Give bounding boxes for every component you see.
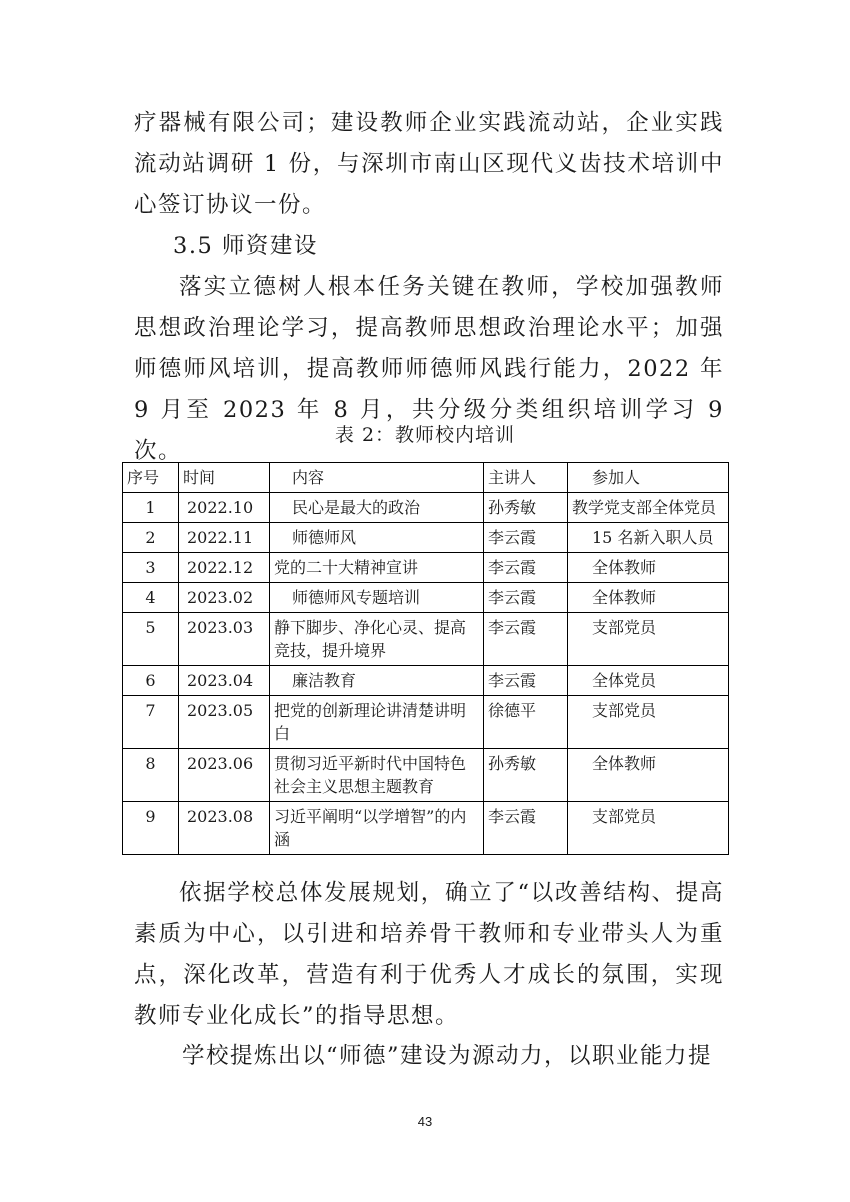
cell-no: 9 xyxy=(123,802,179,855)
table-row xyxy=(123,613,729,666)
cell-attendees: 全体教师 xyxy=(568,583,729,613)
cell-date: 2023.08 xyxy=(179,802,270,855)
cell-attendees: 全体党员 xyxy=(568,666,729,696)
table-row xyxy=(123,749,729,802)
table-row xyxy=(123,553,729,583)
cell-attendees: 全体教师 xyxy=(568,749,729,802)
table-row xyxy=(123,696,729,749)
cell-no: 6 xyxy=(123,666,179,696)
cell-speaker: 李云霞 xyxy=(484,553,568,583)
cell-attendees: 教学党支部全体党员 xyxy=(568,493,729,523)
cell-no: 3 xyxy=(123,553,179,583)
paragraph-guiding-ideology: 依据学校总体发展规划，确立了“以改善结构、提高素质为中心，以引进和培养骨干教师和专业带头人为重点，深化改革，营造有利于优秀人才成长的氛围，实现教师专业化成长”的指导思想。 xyxy=(134,880,724,1029)
cell-attendees: 支部党员 xyxy=(568,696,729,749)
cell-no: 7 xyxy=(123,696,179,749)
cell-speaker: 李云霞 xyxy=(484,523,568,553)
cell-content: 师德师风 xyxy=(270,523,484,553)
cell-content: 廉洁教育 xyxy=(270,666,484,696)
table-header-row xyxy=(123,463,729,493)
cell-date: 2023.04 xyxy=(179,666,270,696)
cell-no: 5 xyxy=(123,613,179,666)
cell-speaker: 李云霞 xyxy=(484,613,568,666)
table-row xyxy=(123,523,729,553)
cell-date: 2022.11 xyxy=(179,523,270,553)
cell-content: 民心是最大的政治 xyxy=(270,493,484,523)
paragraph-ethics-driving-force: 学校提炼出以“师德”建设为源动力，以职业能力提 xyxy=(182,1043,713,1069)
page-number: 43 xyxy=(417,1114,433,1129)
cell-date: 2023.06 xyxy=(179,749,270,802)
cell-speaker: 孙秀敏 xyxy=(484,749,568,802)
cell-content: 师德师风专题培训 xyxy=(270,583,484,613)
header-date: 时间 xyxy=(179,463,270,493)
header-content: 内容 xyxy=(270,463,484,493)
table-row xyxy=(123,583,729,613)
cell-date: 2022.10 xyxy=(179,493,270,523)
header-speaker: 主讲人 xyxy=(484,463,568,493)
table-row xyxy=(123,802,729,855)
table-row xyxy=(123,493,729,523)
cell-content: 贯彻习近平新时代中国特色社会主义思想主题教育 xyxy=(270,749,484,802)
cell-content: 静下脚步、净化心灵、提高竞技，提升境界 xyxy=(270,613,484,666)
section-heading-teacher-development: 3.5 师资建设 xyxy=(173,233,318,259)
cell-no: 4 xyxy=(123,583,179,613)
cell-content: 习近平阐明“以学增智”的内涵 xyxy=(270,802,484,855)
header-no: 序号 xyxy=(123,463,179,493)
cell-date: 2022.12 xyxy=(179,553,270,583)
cell-date: 2023.05 xyxy=(179,696,270,749)
header-attendees: 参加人 xyxy=(568,463,729,493)
cell-date: 2023.02 xyxy=(179,583,270,613)
cell-speaker: 李云霞 xyxy=(484,802,568,855)
cell-attendees: 15 名新入职人员 xyxy=(568,523,729,553)
paragraph-enterprise-practice: 疗器械有限公司；建设教师企业实践流动站，企业实践流动站调研 1 份，与深圳市南山区现代义齿技术培训中心签订协议一份。 xyxy=(134,110,724,218)
table-row xyxy=(123,666,729,696)
cell-speaker: 李云霞 xyxy=(484,666,568,696)
cell-attendees: 支部党员 xyxy=(568,613,729,666)
cell-no: 8 xyxy=(123,749,179,802)
cell-speaker: 李云霞 xyxy=(484,583,568,613)
cell-speaker: 孙秀敏 xyxy=(484,493,568,523)
training-table xyxy=(122,462,729,855)
paragraph-teacher-ethics-training: 落实立德树人根本任务关键在教师，学校加强教师思想政治理论学习，提高教师思想政治理论水平；加强师德师风培训，提高教师师德师风践行能力，2022 年 9 月至 2023 年 8 月，共分级分类组织培训学习 9 次。 xyxy=(134,274,724,464)
cell-date: 2023.03 xyxy=(179,613,270,666)
cell-speaker: 徐德平 xyxy=(484,696,568,749)
cell-no: 1 xyxy=(123,493,179,523)
cell-no: 2 xyxy=(123,523,179,553)
cell-attendees: 支部党员 xyxy=(568,802,729,855)
cell-content: 把党的创新理论讲清楚讲明白 xyxy=(270,696,484,749)
cell-content: 党的二十大精神宣讲 xyxy=(270,553,484,583)
cell-attendees: 全体教师 xyxy=(568,553,729,583)
table-caption: 表 2：教师校内培训 xyxy=(334,424,516,446)
